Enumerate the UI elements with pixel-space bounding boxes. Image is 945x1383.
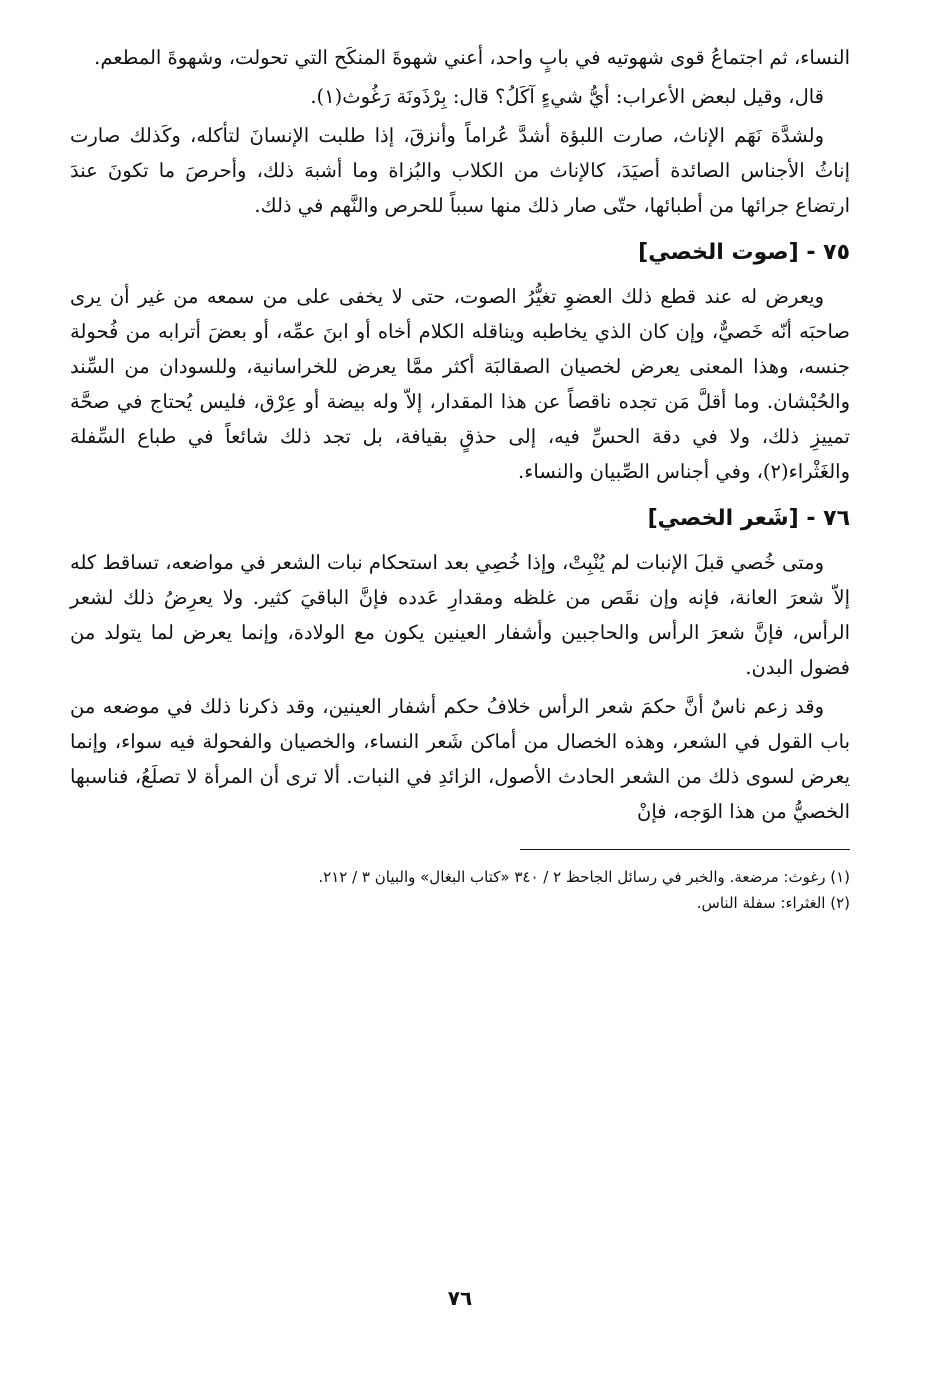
paragraph-continuation: النساء، ثم اجتماعُ قوى شهوتيه في بابٍ واحد، أعني شهوةَ المنكَح التي تحولت، وشهوةَ المطعم.: [94, 46, 850, 69]
paragraph-head-hair: وقد زعم ناسٌ أنَّ حكمَ شعر الرأس خلافُ حكم أشفار العينين، وقد ذكرنا ذلك في موضعه من باب القول في الشعر، وهذه الخصال من أماكن شَعر النساء، والخصيان والفحولة فيه سواء، وإنما يعرض لسوى ذلك من الشعر الحادث الأصول، الزائدِ في النبات. ألا ترى أن المرأة لا تصلَعُ، فناسبها الخصيُّ من هذا الوَجه، فإنْ: [70, 695, 850, 823]
paragraph-eunuch-hair: ومتى خُصي قبلَ الإنبات لم يُنْبِتْ، وإذا خُصِي بعد استحكام نبات الشعر في مواضعه، تساقط كله إلاّ شعرَ العانة، فإنه وإن نقَص من غلظه ومقدارِ عَدده فإنَّ الباقيَ كثير. ولا يعرِضُ ذلك لشعر الرأس، فإنَّ شعرَ الرأس والحاجبين وأشفار العينين يكون مع الولادة، وإنما يعرض لما يتولد من فضول البدن.: [70, 551, 850, 679]
book-page: [70, 40, 850, 1360]
footnote-1: (١) رغوث: مرضعة. والخبر في رسائل الجاحظ ٢ / ٣٤٠ «كتاب البغال» والبيان ٣ / ٢١٢.: [318, 868, 850, 886]
section-heading-75: ٧٥ - [صوت الخصي]: [638, 240, 850, 265]
footnote-2: (٢) الغثراء: سفلة الناس.: [696, 894, 850, 912]
page-number: ٧٦: [447, 1286, 473, 1310]
footnote-separator: [520, 849, 850, 850]
section-heading-76: ٧٦ - [شَعر الخصي]: [647, 506, 850, 531]
paragraph-female-voracity: ولشدَّة نَهَم الإناث، صارت اللبؤة أشدَّ عُراماً وأنزقَ، إذا طلبت الإنسانَ لتأكله، وكَذلك صارت إناثُ الأجناس الصائدة أصيَدَ، كالإناث من الكلاب والبُزاة وما أشبهَ ذلك، وأحرصَ ما تكونَ عندَ ارتضاع جرائها من أطبائها، حتّى صار ذلك منها سبباً للحرص والنَّهم في ذلك.: [70, 124, 850, 217]
paragraph-eunuch-voice: ويعرض له عند قطع ذلك العضوِ تغيُّرُ الصوت، حتى لا يخفى على من سمعه من غير أن يرى صاحبَه أنّه خَصيٌّ، وإن كان الذي يخاطبه ويناقله الكلام أخاه أو ابنَ عمِّه، أو بعضَ أترابه من فُحولة جنسه، وهذا المعنى يعرض لخصيان الصقالبَة أكثر ممَّا يعرض للخراسانية، وللسودان من السِّند والحُبْشان. وما أقلَّ مَن تجده ناقصاً عن هذا المقدار، إلاّ وله بيضة أو عِرْق، فليس يُحتاج في صحَّة تمييزِ ذلك، ولا في دقة الحسِّ فيه، إلى حذقٍ بقيافة، بل تجد ذلك شائعاً في طباع السِّفلة والغَثْراء(٢)، وفي أجناس الصِّبيان والنساء.: [70, 285, 850, 483]
paragraph-bedouin-anecdote: قال، وقيل لبعض الأعراب: أيُّ شيءٍ آكَلُ؟ قال: بِرْذَونَة رَغُوث(١).: [310, 85, 824, 108]
